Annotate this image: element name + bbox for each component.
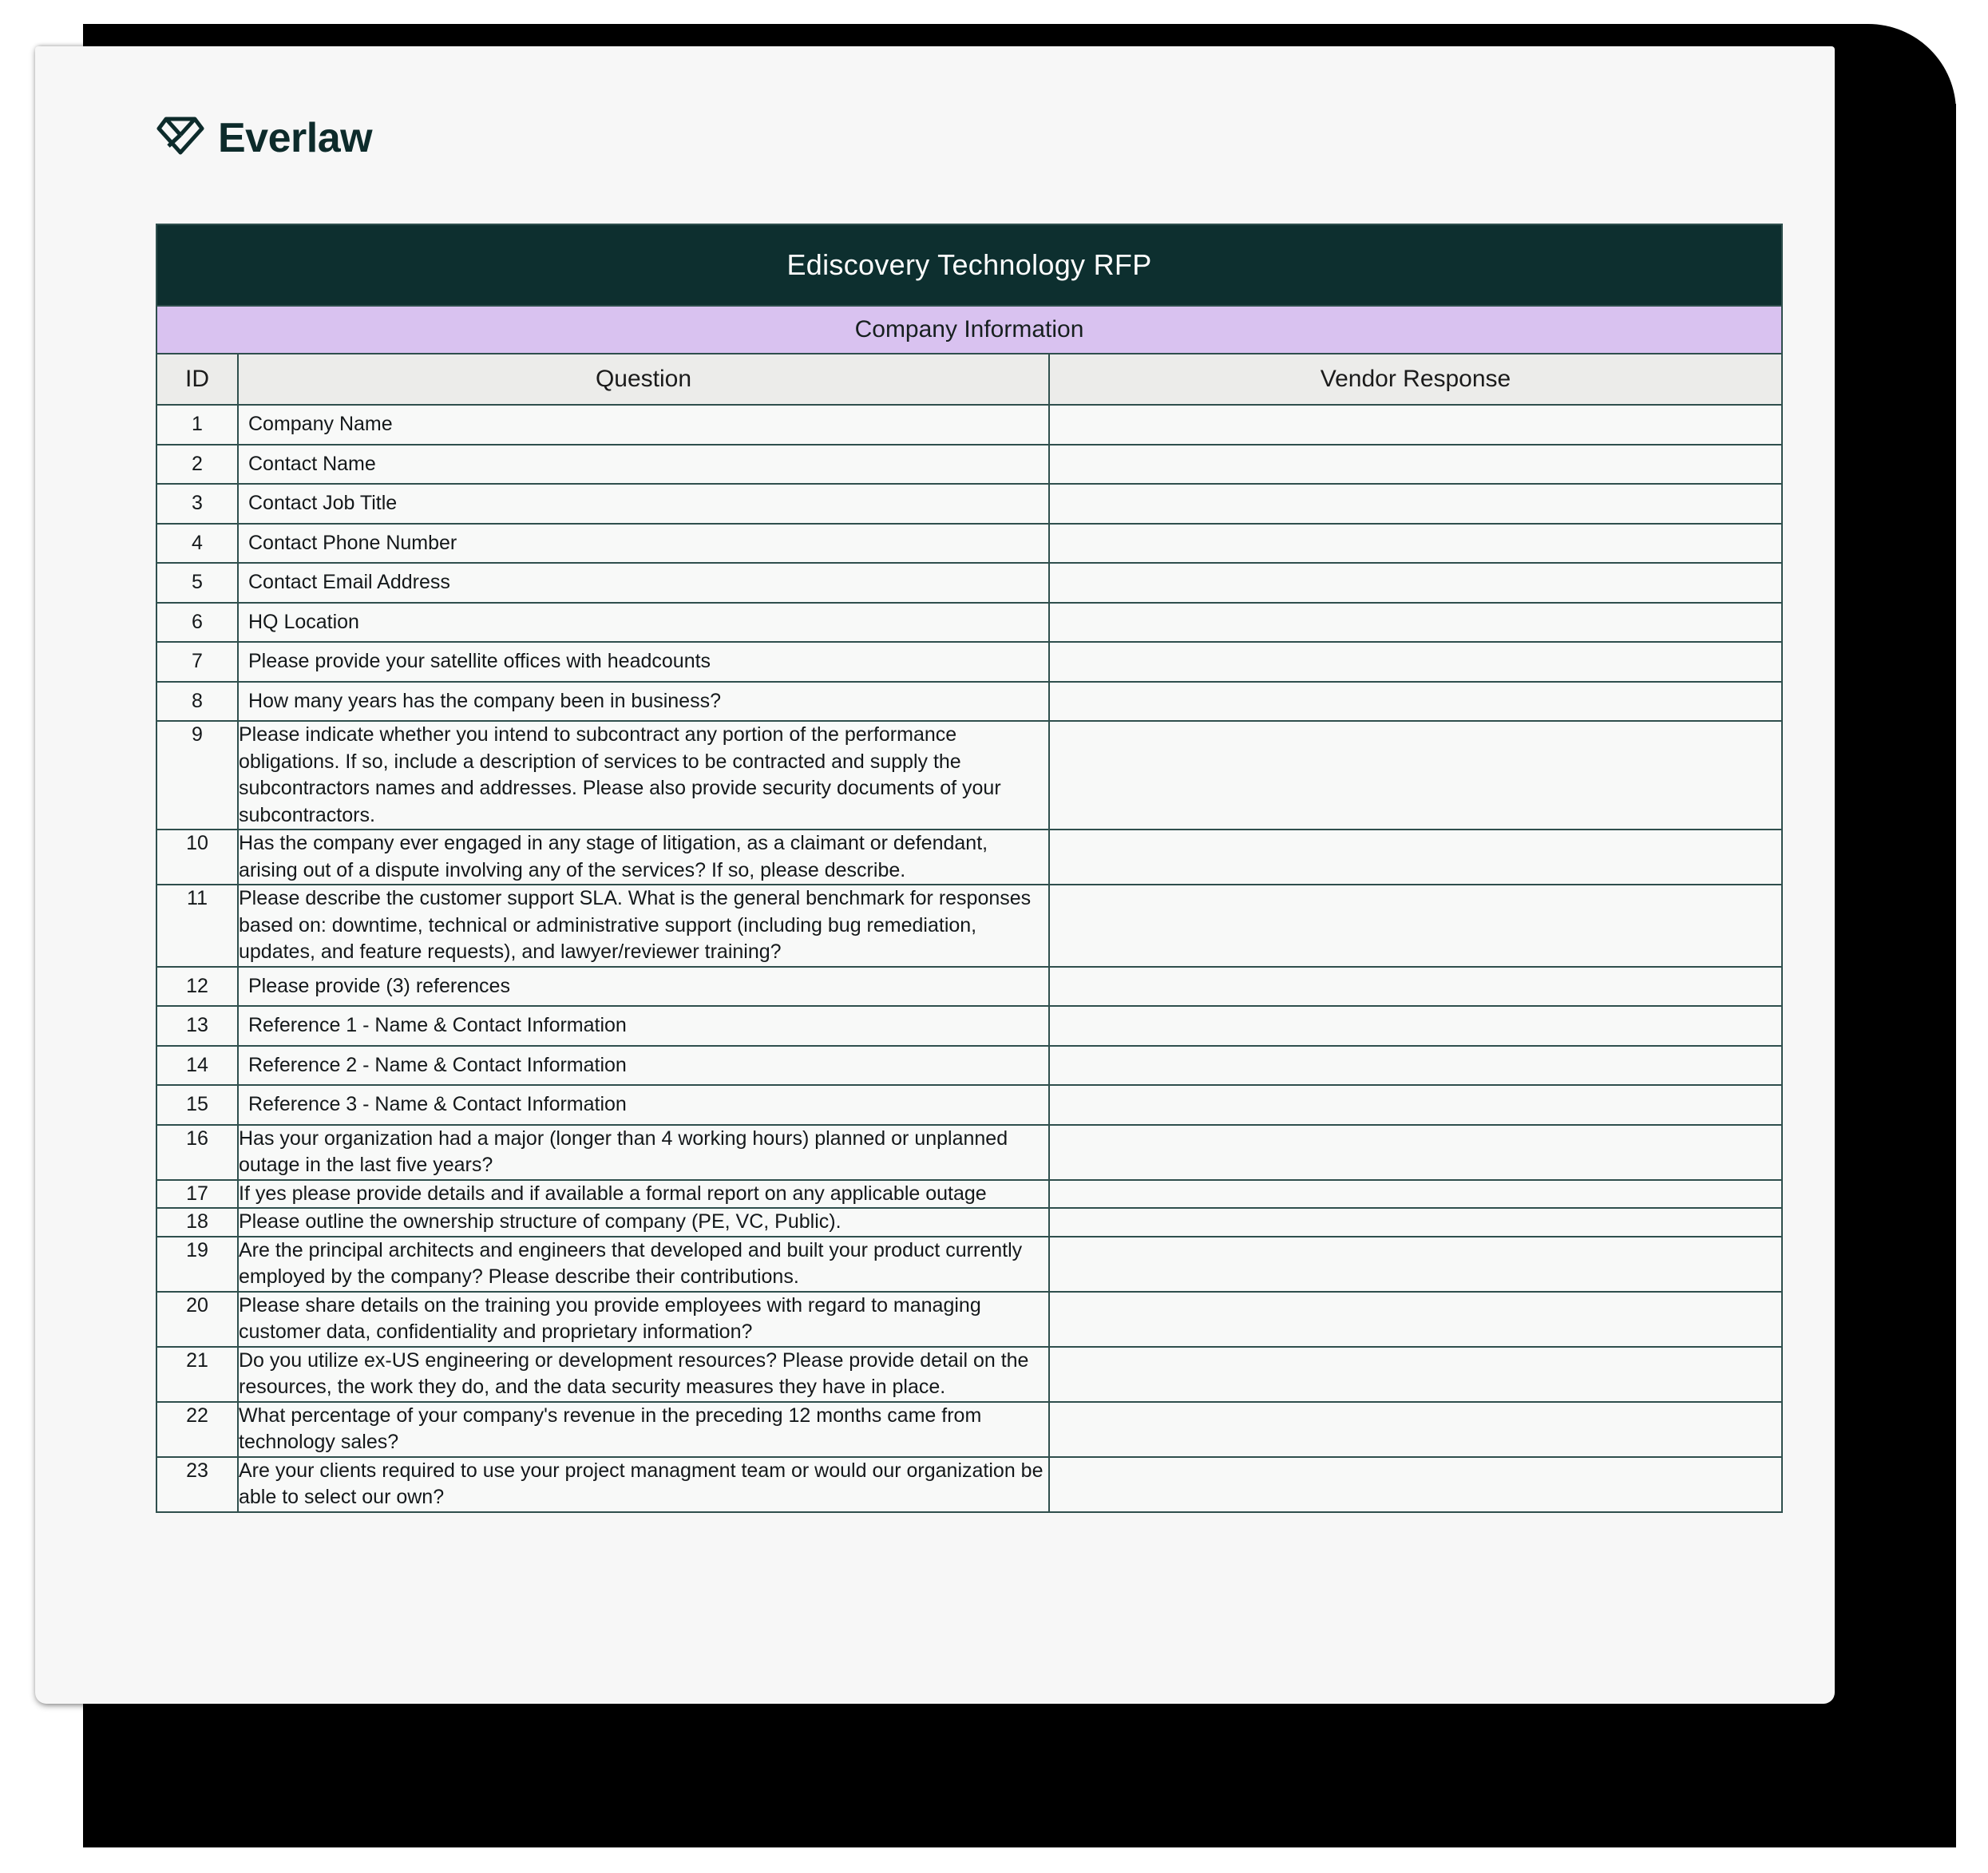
table-row bbox=[156, 563, 1782, 603]
row-id: 22 bbox=[156, 1402, 238, 1457]
row-vendor-response[interactable] bbox=[1049, 1006, 1782, 1046]
row-question: What percentage of your company's revenue in the preceding 12 months came from technology sales? bbox=[238, 1402, 1049, 1457]
row-id: 11 bbox=[156, 885, 238, 967]
row-vendor-response[interactable] bbox=[1049, 642, 1782, 682]
row-vendor-response[interactable] bbox=[1049, 524, 1782, 564]
row-vendor-response[interactable] bbox=[1049, 1180, 1782, 1209]
table-row bbox=[156, 1180, 1782, 1209]
table-row bbox=[156, 484, 1782, 524]
row-question: Contact Job Title bbox=[238, 484, 1049, 524]
section-header-bar bbox=[156, 306, 1782, 354]
page-shadow-edge bbox=[1860, 104, 1956, 1847]
row-vendor-response[interactable] bbox=[1049, 1402, 1782, 1457]
row-question: Please outline the ownership structure of company (PE, VC, Public). bbox=[238, 1208, 1049, 1237]
document-title-bar bbox=[156, 224, 1782, 306]
document-page bbox=[35, 46, 1835, 1704]
table-row bbox=[156, 967, 1782, 1007]
table-row bbox=[156, 524, 1782, 564]
brand-name: Everlaw bbox=[218, 114, 373, 161]
column-header-vendor-response: Vendor Response bbox=[1049, 354, 1782, 405]
table-row bbox=[156, 1237, 1782, 1292]
row-question: Has your organization had a major (longer than 4 working hours) planned or unplanned outage in the last five years? bbox=[238, 1125, 1049, 1180]
column-header-row bbox=[156, 354, 1782, 405]
row-vendor-response[interactable] bbox=[1049, 1046, 1782, 1086]
table-row bbox=[156, 1046, 1782, 1086]
row-question: Please indicate whether you intend to subcontract any portion of the performance obligations. If so, include a description of services to be contracted and supply the subcontractors names and addresses. Please also provide security documents of your subcontractors. bbox=[238, 721, 1049, 830]
row-question: Contact Name bbox=[238, 445, 1049, 485]
row-vendor-response[interactable] bbox=[1049, 1292, 1782, 1347]
row-id: 4 bbox=[156, 524, 238, 564]
row-question: Reference 1 - Name & Contact Information bbox=[238, 1006, 1049, 1046]
row-vendor-response[interactable] bbox=[1049, 830, 1782, 885]
row-vendor-response[interactable] bbox=[1049, 721, 1782, 830]
row-question: Please provide your satellite offices with headcounts bbox=[238, 642, 1049, 682]
row-vendor-response[interactable] bbox=[1049, 1208, 1782, 1237]
row-id: 17 bbox=[156, 1180, 238, 1209]
table-row bbox=[156, 682, 1782, 722]
row-vendor-response[interactable] bbox=[1049, 885, 1782, 967]
column-header-question: Question bbox=[238, 354, 1049, 405]
table-row bbox=[156, 642, 1782, 682]
row-id: 21 bbox=[156, 1347, 238, 1402]
row-id: 5 bbox=[156, 563, 238, 603]
column-header-id: ID bbox=[156, 354, 238, 405]
row-question: Reference 2 - Name & Contact Information bbox=[238, 1046, 1049, 1086]
rfp-table bbox=[156, 224, 1783, 1513]
table-row bbox=[156, 405, 1782, 445]
table-row bbox=[156, 445, 1782, 485]
row-vendor-response[interactable] bbox=[1049, 1125, 1782, 1180]
row-id: 20 bbox=[156, 1292, 238, 1347]
table-row bbox=[156, 1125, 1782, 1180]
table-row bbox=[156, 1347, 1782, 1402]
row-id: 18 bbox=[156, 1208, 238, 1237]
section-title: Company Information bbox=[156, 306, 1782, 354]
table-row bbox=[156, 603, 1782, 643]
table-row bbox=[156, 1085, 1782, 1125]
diamond-gem-icon bbox=[156, 115, 205, 160]
row-question: Contact Email Address bbox=[238, 563, 1049, 603]
row-id: 19 bbox=[156, 1237, 238, 1292]
row-id: 10 bbox=[156, 830, 238, 885]
table-row bbox=[156, 830, 1782, 885]
row-question: Do you utilize ex-US engineering or development resources? Please provide detail on the resources, the work they do, and the data security measures they have in place. bbox=[238, 1347, 1049, 1402]
row-id: 14 bbox=[156, 1046, 238, 1086]
row-question: HQ Location bbox=[238, 603, 1049, 643]
row-question: How many years has the company been in business? bbox=[238, 682, 1049, 722]
row-vendor-response[interactable] bbox=[1049, 1237, 1782, 1292]
row-id: 12 bbox=[156, 967, 238, 1007]
row-vendor-response[interactable] bbox=[1049, 484, 1782, 524]
row-vendor-response[interactable] bbox=[1049, 967, 1782, 1007]
row-question: Reference 3 - Name & Contact Information bbox=[238, 1085, 1049, 1125]
row-question: Please describe the customer support SLA. What is the general benchmark for responses based on: downtime, technical or administrative support (including bug remediation, updates, and feature requests), and lawyer/reviewer training? bbox=[238, 885, 1049, 967]
table-row bbox=[156, 721, 1782, 830]
row-vendor-response[interactable] bbox=[1049, 405, 1782, 445]
row-vendor-response[interactable] bbox=[1049, 445, 1782, 485]
row-question: Has the company ever engaged in any stage of litigation, as a claimant or defendant, arising out of a dispute involving any of the services? If so, please describe. bbox=[238, 830, 1049, 885]
row-id: 1 bbox=[156, 405, 238, 445]
everlaw-logo bbox=[156, 115, 372, 160]
row-id: 15 bbox=[156, 1085, 238, 1125]
row-question: Contact Phone Number bbox=[238, 524, 1049, 564]
table-row bbox=[156, 1292, 1782, 1347]
row-vendor-response[interactable] bbox=[1049, 1457, 1782, 1512]
row-question: Are your clients required to use your project managment team or would our organization be able to select our own? bbox=[238, 1457, 1049, 1512]
table-row bbox=[156, 1457, 1782, 1512]
row-question: Company Name bbox=[238, 405, 1049, 445]
row-vendor-response[interactable] bbox=[1049, 682, 1782, 722]
table-row bbox=[156, 1006, 1782, 1046]
page-title: Ediscovery Technology RFP bbox=[156, 224, 1782, 306]
row-id: 9 bbox=[156, 721, 238, 830]
row-id: 2 bbox=[156, 445, 238, 485]
row-id: 7 bbox=[156, 642, 238, 682]
row-question: Are the principal architects and engineers that developed and built your product currently employed by the company? Please describe their contributions. bbox=[238, 1237, 1049, 1292]
row-vendor-response[interactable] bbox=[1049, 563, 1782, 603]
row-question: Please share details on the training you provide employees with regard to managing customer data, confidentiality and proprietary information? bbox=[238, 1292, 1049, 1347]
row-id: 3 bbox=[156, 484, 238, 524]
row-vendor-response[interactable] bbox=[1049, 603, 1782, 643]
row-question: If yes please provide details and if available a formal report on any applicable outage bbox=[238, 1180, 1049, 1209]
row-vendor-response[interactable] bbox=[1049, 1347, 1782, 1402]
row-vendor-response[interactable] bbox=[1049, 1085, 1782, 1125]
row-id: 8 bbox=[156, 682, 238, 722]
row-id: 6 bbox=[156, 603, 238, 643]
table-row bbox=[156, 1208, 1782, 1237]
table-row bbox=[156, 885, 1782, 967]
row-id: 16 bbox=[156, 1125, 238, 1180]
table-row bbox=[156, 1402, 1782, 1457]
row-id: 13 bbox=[156, 1006, 238, 1046]
row-id: 23 bbox=[156, 1457, 238, 1512]
row-question: Please provide (3) references bbox=[238, 967, 1049, 1007]
